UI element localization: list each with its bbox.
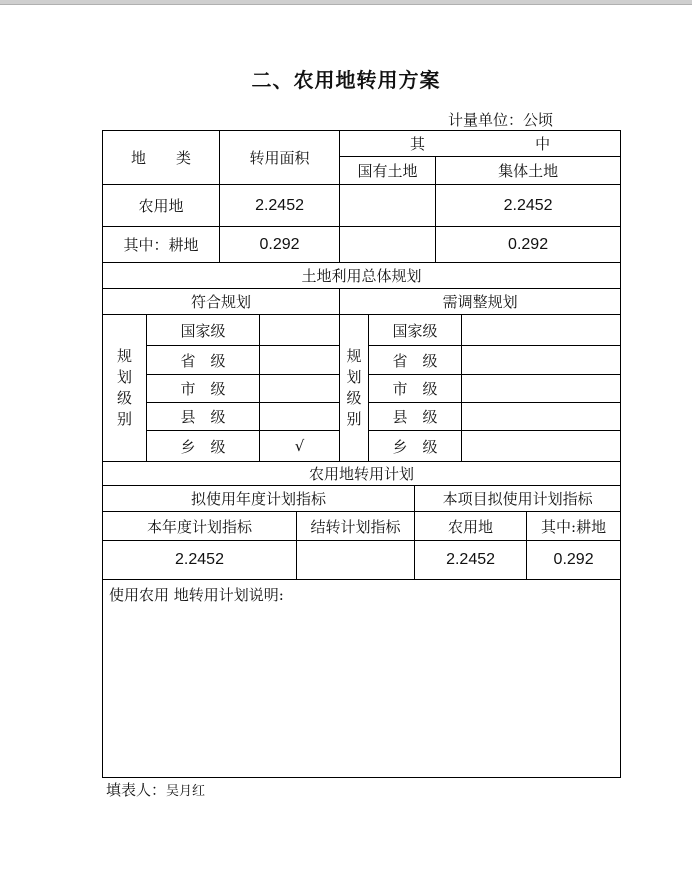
table-row (103, 541, 621, 580)
annual-indicator-header: 拟使用年度计划指标 (103, 486, 415, 512)
plan-level-label-right: 规 划 级 别 (340, 315, 369, 462)
col-current-year: 本年度计划指标 (103, 512, 297, 541)
row-state (340, 185, 436, 227)
header-collective-land: 集体土地 (436, 157, 621, 185)
adjust-mark (462, 403, 621, 431)
conversion-plan-table (102, 130, 621, 778)
section-conversion-plan: 农用地转用计划 (103, 462, 621, 486)
header-among-right: 中 (535, 135, 551, 153)
row-label: 其中：耕地 (103, 227, 220, 263)
plan-level-label-left: 规 划 级 别 (103, 315, 147, 462)
row-label: 农用地 (103, 185, 220, 227)
level-province: 省 级 (147, 346, 260, 375)
plan-adjust-header: 需调整规划 (340, 289, 621, 315)
level-township: 乡 级 (369, 431, 462, 462)
col-agricultural: 农用地 (415, 512, 527, 541)
level-province: 省 级 (369, 346, 462, 375)
conform-mark: √ (260, 431, 340, 462)
row-state (340, 227, 436, 263)
conform-mark (260, 346, 340, 375)
plan-note-label: 使用农用 地转用计划说明: (109, 586, 284, 604)
header-area: 转用面积 (220, 131, 340, 185)
adjust-mark (462, 315, 621, 346)
adjust-mark (462, 431, 621, 462)
adjust-mark (462, 375, 621, 403)
plan-conform-header: 符合规划 (103, 289, 340, 315)
value-carryover (297, 541, 415, 580)
header-among-left: 其 (410, 135, 426, 153)
value-agricultural: 2.2452 (415, 541, 527, 580)
level-city: 市 级 (369, 375, 462, 403)
page-title: 二、农用地转用方案 (251, 68, 441, 92)
level-national: 国家级 (369, 315, 462, 346)
level-county: 县 级 (147, 403, 260, 431)
header-land-type: 地 类 (103, 131, 220, 185)
row-area: 0.292 (220, 227, 340, 263)
conform-mark (260, 315, 340, 346)
filler-label: 填表人： (106, 781, 167, 799)
level-county: 县 级 (369, 403, 462, 431)
filler (106, 779, 205, 800)
level-city: 市 级 (147, 375, 260, 403)
adjust-mark (462, 346, 621, 375)
unit-label: 计量单位：公顷 (448, 111, 554, 129)
header-among (340, 131, 621, 157)
col-cultivated: 其中:耕地 (527, 512, 621, 541)
header-state-land: 国有土地 (340, 157, 436, 185)
section-land-use-plan: 土地利用总体规划 (103, 263, 621, 289)
plan-note (103, 580, 621, 778)
level-township: 乡 级 (147, 431, 260, 462)
row-collective: 0.292 (436, 227, 621, 263)
table-row (103, 185, 621, 227)
table-row (103, 227, 621, 263)
project-indicator-header: 本项目拟使用计划指标 (415, 486, 621, 512)
row-collective: 2.2452 (436, 185, 621, 227)
window-top-bar (0, 0, 692, 5)
value-current-year: 2.2452 (103, 541, 297, 580)
level-national: 国家级 (147, 315, 260, 346)
col-carryover: 结转计划指标 (297, 512, 415, 541)
conform-mark (260, 375, 340, 403)
row-area: 2.2452 (220, 185, 340, 227)
filler-name: 吴月红 (166, 784, 206, 799)
conform-mark (260, 403, 340, 431)
value-cultivated: 0.292 (527, 541, 621, 580)
